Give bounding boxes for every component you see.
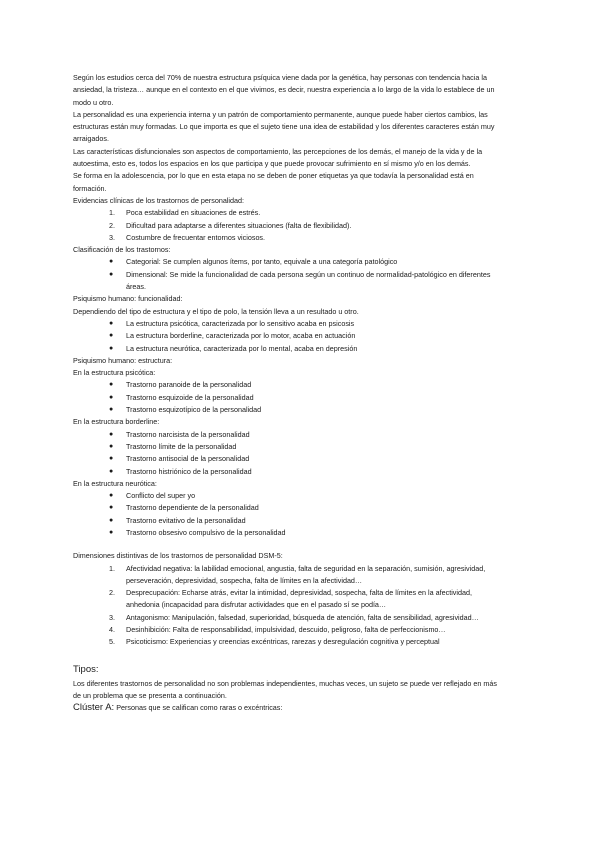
list-item: ● Trastorno evitativo de la personalidad — [73, 515, 503, 527]
list-item: ● La estructura borderline, caracterizada por lo motor, acaba en actuación — [73, 330, 503, 342]
list-item: ● Trastorno dependiente de la personalidad — [73, 502, 503, 514]
list-item: ● Conflicto del super yo — [73, 490, 503, 502]
bullet-icon: ● — [109, 528, 114, 536]
list-item: ● La estructura psicótica, caracterizada por lo sensitivo acaba en psicosis — [73, 318, 503, 330]
tipos-intro: Los diferentes trastornos de personalidad no son problemas independientes, muchas veces, un sujeto se puede ver reflejado en más de un problema que se presenta a continuación. — [73, 678, 497, 700]
bullet-icon: ● — [109, 455, 114, 463]
list-item: 4. Desinhibición: Falta de responsabilidad, impulsividad, descuido, peligroso, falta de perfeccionismo… — [109, 625, 446, 635]
bullet-icon: ● — [109, 467, 114, 475]
borderline-list — [73, 429, 503, 478]
list-item: 2. Dificultad para adaptarse a diferentes situaciones (falta de flexibilidad). — [109, 220, 352, 230]
paragraph-adolescencia: Se forma en la adolescencia, por lo que en esta etapa no se deben de poner etiquetas ya que todavía la personalidad está en formación. — [73, 171, 474, 193]
list-item: ● Trastorno límite de la personalidad — [73, 441, 503, 453]
heading-tipos: Tipos: — [73, 663, 99, 675]
paragraph-disfuncionales: Las características disfuncionales son aspectos de comportamiento, las percepciones de los demás, el manejo de la vida y de la autoestima, esto es, todos los espacios en los que participa y que puede provocar sufrimiento en sí mismo y/o en los demás. — [73, 146, 483, 169]
bullet-icon: ● — [109, 258, 114, 266]
spacer — [73, 539, 503, 550]
bullet-icon: ● — [109, 504, 114, 512]
list-item: ● Trastorno esquizotípico de la personalidad — [73, 404, 503, 416]
list-item: ● Dimensional: Se mide la funcionalidad de cada persona según un continuo de normalidad-patológico en diferentes áreas. — [109, 269, 491, 292]
list-item: ● Trastorno histriónico de la personalidad — [73, 466, 503, 478]
heading-clasificacion: Clasificación de los trastornos: — [73, 245, 171, 255]
funcionalidad-intro: Dependiendo del tipo de estructura y el tipo de polo, la tensión lleva a un resultado u otro. — [73, 306, 359, 316]
list-item: 5. Psicoticismo: Experiencias y creencias excéntricas, rarezas y desregulación cognitiva y perceptual — [109, 637, 440, 647]
bullet-icon: ● — [109, 406, 114, 414]
list-item: 3. Antagonismo: Manipulación, falsedad, superioridad, búsqueda de atención, falta de sensibilidad, agresividad… — [109, 612, 479, 622]
list-item: ● La estructura neurótica, caracterizada por lo mental, acaba en depresión — [73, 343, 503, 355]
neurotica-list — [73, 490, 503, 539]
list-item: ● Trastorno obsesivo compulsivo de la personalidad — [73, 527, 503, 539]
psicotica-list — [73, 379, 503, 416]
list-item: 1. Afectividad negativa: la labilidad emocional, angustia, falta de seguridad en la separación, sumisión, agresividad, perseveración, depresividad, sospecha, falta de límites en la afectividad… — [109, 563, 486, 585]
bullet-icon: ● — [109, 381, 114, 389]
bullet-icon: ● — [109, 442, 114, 450]
list-item: 3. Costumbre de frecuentar entornos viciosos. — [109, 232, 266, 242]
list-item: ● Trastorno antisocial de la personalidad — [73, 453, 503, 465]
cluster-a-label: Clúster A: — [73, 702, 115, 714]
document-page — [73, 72, 503, 715]
bullet-icon: ● — [109, 319, 114, 327]
bullet-icon: ● — [109, 492, 114, 500]
list-item: ● Categorial: Se cumplen algunos ítems, por tanto, equivale a una categoría patológico — [73, 256, 503, 268]
paragraph-personalidad: La personalidad es una experiencia interna y un patrón de comportamiento permanente, aunque puede haber ciertos cambios, las estructuras están muy formadas. Lo que importa es que el sujeto tiene una idea de estabilidad y los diferentes caracteres están muy arraigados. — [73, 109, 495, 144]
evidencias-list — [73, 207, 503, 244]
dsm5-list — [73, 563, 503, 649]
cluster-a-line — [73, 702, 503, 714]
cluster-a-text: Personas que se califican como raras o excéntricas: — [116, 703, 283, 713]
heading-dsm5: Dimensiones distintivas de los trastornos de personalidad DSM-5: — [73, 551, 283, 561]
clasificacion-list — [73, 256, 503, 293]
bullet-icon: ● — [109, 516, 114, 524]
list-item: ● Trastorno narcisista de la personalidad — [73, 429, 503, 441]
group-title-neurotica: En la estructura neurótica: — [73, 478, 157, 488]
list-item: 2. Desprecupación: Echarse atrás, evitar la intimidad, depresividad, sospecha, falta de límites en la afectividad, anhedonia (incapacidad para disfrutar actividades que en el pasado sí se podía… — [109, 588, 472, 610]
group-title-psicotica: En la estructura psicótica: — [73, 368, 156, 378]
group-title-borderline: En la estructura borderline: — [73, 417, 160, 427]
bullet-icon: ● — [109, 332, 114, 340]
list-item: ● Trastorno paranoide de la personalidad — [73, 379, 503, 391]
bullet-icon: ● — [109, 393, 114, 401]
funcionalidad-list — [73, 318, 503, 355]
list-item: 1. Poca estabilidad en situaciones de estrés. — [109, 208, 261, 218]
heading-funcionalidad: Psiquismo humano: funcionalidad: — [73, 294, 183, 304]
heading-estructura: Psiquismo humano: estructura: — [73, 355, 173, 365]
bullet-icon: ● — [109, 344, 114, 352]
heading-evidencias: Evidencias clínicas de los trastornos de personalidad: — [73, 195, 244, 205]
list-item: ● Trastorno esquizoide de la personalidad — [73, 392, 503, 404]
bullet-icon: ● — [109, 270, 114, 278]
paragraph-genetica: Según los estudios cerca del 70% de nuestra estructura psíquica viene dada por la genética, hay personas con tendencia hacia la ansiedad, la tristeza… aunque en el contexto en el que vivimos, es decir, nuestra experiencia a lo largo de la vida lo establece de un modo u otro. — [73, 73, 495, 107]
bullet-icon: ● — [109, 430, 114, 438]
